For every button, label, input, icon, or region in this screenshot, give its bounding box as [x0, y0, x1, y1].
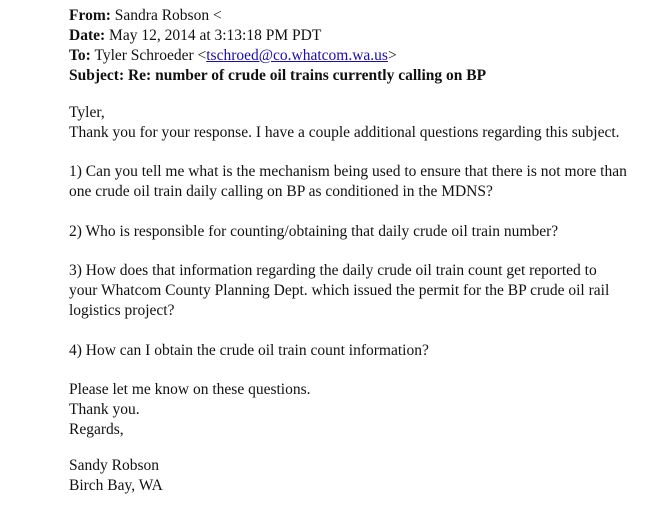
from-line	[69, 6, 222, 26]
question-4: 4) How can I obtain the crude oil train count information?	[69, 342, 429, 359]
question-3-line-3: logistics project?	[69, 302, 175, 319]
closing-line-3: Regards,	[69, 421, 124, 438]
to-line	[69, 46, 397, 66]
date-label: Date:	[69, 27, 106, 44]
subject-label: Subject:	[69, 67, 125, 84]
from-label: From:	[69, 7, 111, 24]
question-3-line-1: 3) How does that information regarding the daily crude oil train count get reported to	[69, 262, 597, 279]
date-line	[69, 26, 321, 46]
closing-line-1: Please let me know on these questions.	[69, 381, 311, 398]
to-close: >	[387, 47, 397, 64]
to-name: Tyler Schroeder <	[94, 47, 207, 64]
question-1-line-1: 1) Can you tell me what is the mechanism being used to ensure that there is not more than	[69, 163, 627, 180]
question-3-line-2: your Whatcom County Planning Dept. which issued the permit for the BP crude oil rail	[69, 282, 610, 299]
subject-line	[69, 66, 486, 86]
subject-value: Re: number of crude oil trains currently calling on BP	[127, 67, 487, 84]
signature-location: Birch Bay, WA	[69, 477, 163, 494]
intro-text: Thank you for your response. I have a couple additional questions regarding this subject.	[69, 124, 620, 141]
question-1-line-2: one crude oil train daily calling on BP as conditioned in the MDNS?	[69, 183, 493, 200]
closing-line-2: Thank you.	[69, 401, 140, 418]
date-value: May 12, 2014 at 3:13:18 PM PDT	[109, 27, 322, 44]
to-label: To:	[69, 47, 91, 64]
from-value: Sandra Robson <	[114, 7, 222, 24]
question-2: 2) Who is responsible for counting/obtaining that daily crude oil train number?	[69, 223, 559, 240]
signature-name: Sandy Robson	[69, 457, 159, 474]
to-email-link[interactable]: tschroed@co.whatcom.wa.us	[206, 47, 388, 64]
greeting: Tyler,	[69, 104, 105, 121]
